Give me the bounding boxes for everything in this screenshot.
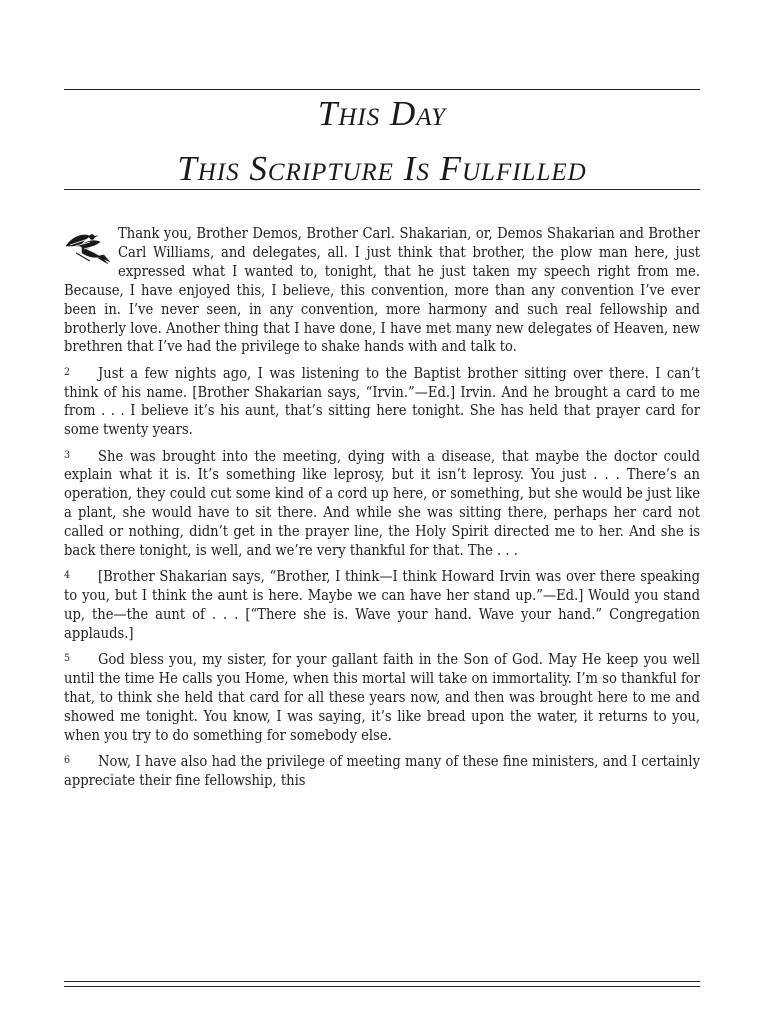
paragraph-5-text: God bless you, my sister, for your gallant faith in the Son of God. May He keep you well until the time He calls you Home, when this mortal will take on immortality. I’m so thankful for that, to think she held that card for all these years now, and then was brought here to me and showed me tonight. You know, I was saying, it’s like bread upon the water, it returns to you, when you try to do something for somebody else. <box>64 651 700 744</box>
paragraph-4-number: 4 <box>64 569 71 582</box>
paragraph-6-text: Now, I have also had the privilege of meeting many of these fine ministers, and I certainly appreciate their fine fellowship, this <box>64 753 700 789</box>
paragraph-1 <box>64 225 700 357</box>
title-bottom-rule <box>64 189 700 190</box>
title-line-1: This Day <box>317 94 447 133</box>
paragraph-3-text: She was brought into the meeting, dying with a disease, that maybe the doctor could explain what it is. It’s something like leprosy, but it isn’t leprosy. You just . . . There’s an operation, they could cut some kind of a cord up here, or something, but she would be just like a plant, she would have to sit there. And while she was sitting there, perhaps her card not called or nothing, didn’t get in the prayer line, the Holy Spirit directed me to her. And she is back there tonight, is well, and we’re very thankful for that. The . . . <box>64 447 700 560</box>
title-line-2: This Scripture Is Fulfilled <box>177 149 587 188</box>
paragraph-5-number: 5 <box>64 652 71 665</box>
top-rule <box>64 89 700 90</box>
paragraph-4 <box>64 566 700 644</box>
paragraph-6 <box>64 751 700 791</box>
paragraph-2 <box>64 363 700 441</box>
paragraph-5 <box>64 649 700 746</box>
sermon-body <box>64 225 700 796</box>
paragraph-2-number: 2 <box>64 365 71 378</box>
footer-rule-2 <box>64 986 700 987</box>
paragraph-3 <box>64 446 700 561</box>
paragraph-1-text: Thank you, Brother Demos, Brother Carl. Shakarian, or, Demos Shakarian and Brother Carl Williams, and delegates, all. I just think that brother, the plow man here, just expressed what I wanted to, tonight, that he just taken my speech right from me. Because, I have enjoyed this, I believe, this convention, more than any convention I’ve ever been in. I’ve never seen, in any convention, more harmony and such real fellowship and brotherly love. Another thing that I have done, I have met many new delegates of Heaven, new brethren that I’ve had the privilege to shake hands with and talk to. <box>64 225 700 356</box>
dove-ornament-icon <box>64 227 112 265</box>
paragraph-4-text: [Brother Shakarian says, “Brother, I think—I think Howard Irvin was over there speaking to you, but I think the aunt is here. Maybe we can have her stand up.”—Ed.] Would you stand up, the—the aunt of . . . [“There she is. Wave your hand. Wave your hand.” Congregation applauds.] <box>64 568 700 643</box>
document-page <box>64 0 700 1024</box>
paragraph-2-text: Just a few nights ago, I was listening to the Baptist brother sitting over there. I can’t think of his name. [Brother Shakarian says, “Irvin.”—Ed.] Irvin. And he brought a card to me from . . . I believe it’s his aunt, that’s sitting here tonight. She has held that prayer card for some twenty years. <box>64 364 700 439</box>
footer-rule-1 <box>64 981 700 982</box>
paragraph-3-number: 3 <box>64 448 71 461</box>
paragraph-6-number: 6 <box>64 754 71 767</box>
